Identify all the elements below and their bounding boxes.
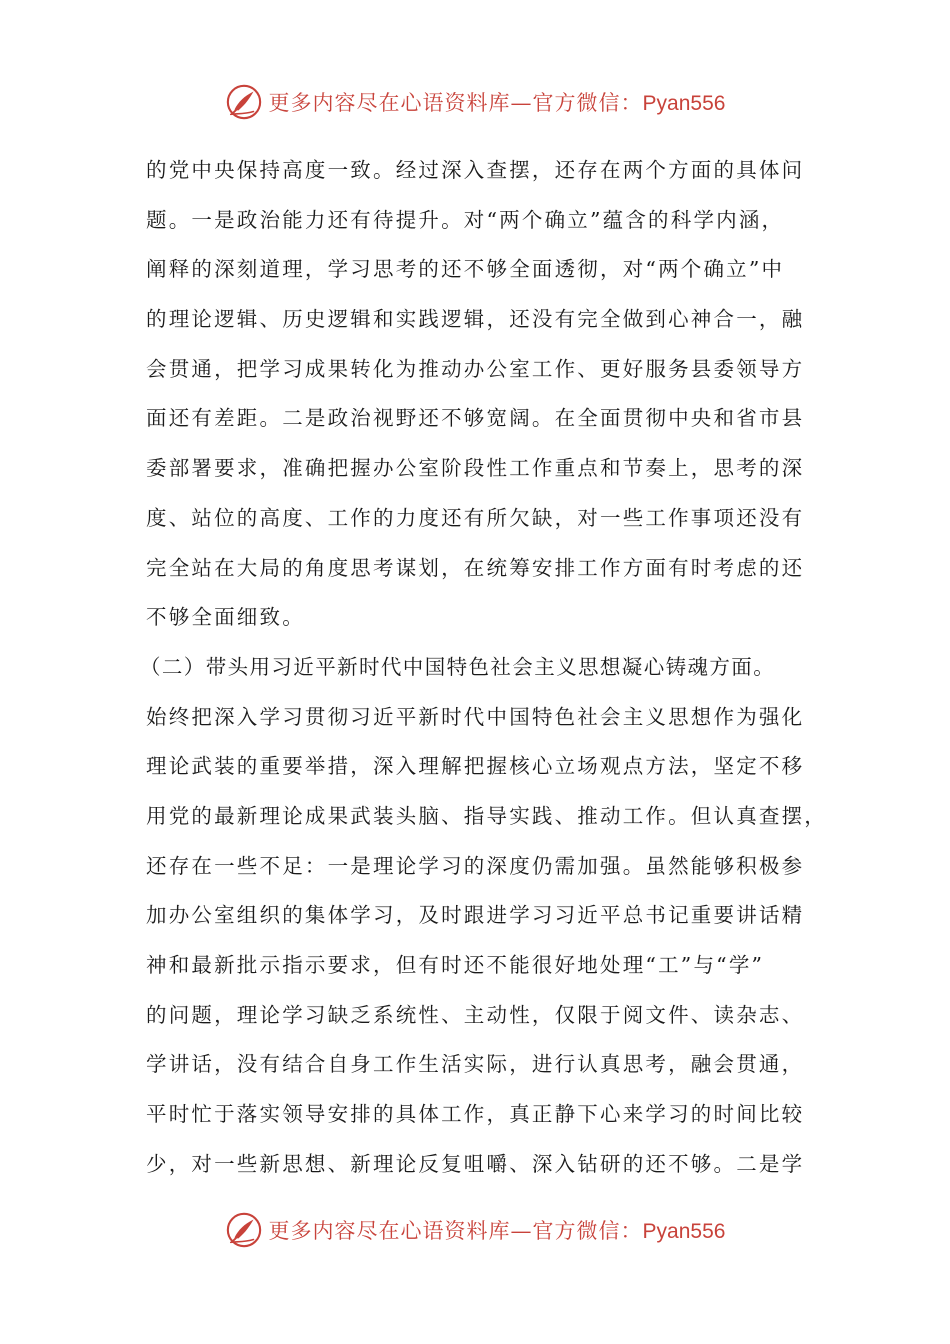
body-line: 会贯通，把学习成果转化为推动办公室工作、更好服务县委领导方 xyxy=(146,356,805,381)
body-line: 委部署要求，准确把握办公室阶段性工作重点和节奏上，思考的深 xyxy=(146,456,805,481)
footer-banner-label: 更多内容尽在心语资料库—官方微信： xyxy=(268,1219,643,1243)
body-line: 神和最新批示指示要求，但有时还不能很好地处理“工”与“学” xyxy=(146,953,765,977)
header-banner-label: 更多内容尽在心语资料库—官方微信： xyxy=(268,91,643,115)
body-line: 面还有差距。二是政治视野还不够宽阔。在全面贯彻中央和省市县 xyxy=(146,406,805,431)
pen-nib-logo-icon xyxy=(225,83,263,121)
body-line: 理论武装的重要举措，深入理解把握核心立场观点方法，坚定不移 xyxy=(146,754,805,779)
body-line: 始终把深入学习贯彻习近平新时代中国特色社会主义思想作为强化 xyxy=(146,704,805,729)
body-line: 少，对一些新思想、新理论反复咀嚼、深入钻研的还不够。二是学 xyxy=(146,1151,805,1176)
body-line: 用党的最新理论成果武装头脑、指导实践、推动工作。但认真查摆， xyxy=(146,803,827,828)
footer-banner xyxy=(0,1205,950,1255)
footer-banner-inner xyxy=(225,1211,726,1249)
header-banner-text xyxy=(269,87,726,117)
body-line: 平时忙于落实领导安排的具体工作，真正静下心来学习的时间比较 xyxy=(146,1102,805,1127)
body-line: 学讲话，没有结合自身工作生活实际，进行认真思考，融会贯通， xyxy=(146,1052,805,1077)
body-line: 题。一是政治能力还有待提升。对“两个确立”蕴含的科学内涵， xyxy=(146,207,785,232)
footer-banner-text xyxy=(269,1215,726,1245)
body-line: 加办公室组织的集体学习，及时跟进学习习近平总书记重要讲话精 xyxy=(146,903,805,928)
body-line: 还存在一些不足：一是理论学习的深度仍需加强。虽然能够积极参 xyxy=(146,853,805,878)
header-banner xyxy=(0,77,950,127)
body-line: 的理论逻辑、历史逻辑和实践逻辑，还没有完全做到心神合一，融 xyxy=(146,307,805,332)
pen-nib-logo-icon xyxy=(225,1211,263,1249)
header-banner-inner xyxy=(225,83,726,121)
body-line: 阐释的深刻道理，学习思考的还不够全面透彻，对“两个确立”中 xyxy=(146,257,785,282)
footer-wechat-id: Pyan556 xyxy=(642,1220,726,1243)
body-line: 的问题，理论学习缺乏系统性、主动性，仅限于阅文件、读杂志、 xyxy=(146,1002,805,1027)
header-wechat-id: Pyan556 xyxy=(642,92,726,115)
document-body xyxy=(140,146,827,1189)
body-line: 度、站位的高度、工作的力度还有所欠缺，对一些工作事项还没有 xyxy=(146,505,805,530)
body-line: 的党中央保持高度一致。经过深入查摆，还存在两个方面的具体问 xyxy=(146,158,805,182)
body-line: 完全站在大局的角度思考谋划，在统筹安排工作方面有时考虑的还 xyxy=(146,555,805,580)
section-heading: （二）带头用习近平新时代中国特色社会主义思想凝心铸魂方面。 xyxy=(140,654,776,679)
body-line: 不够全面细致。 xyxy=(146,605,305,630)
